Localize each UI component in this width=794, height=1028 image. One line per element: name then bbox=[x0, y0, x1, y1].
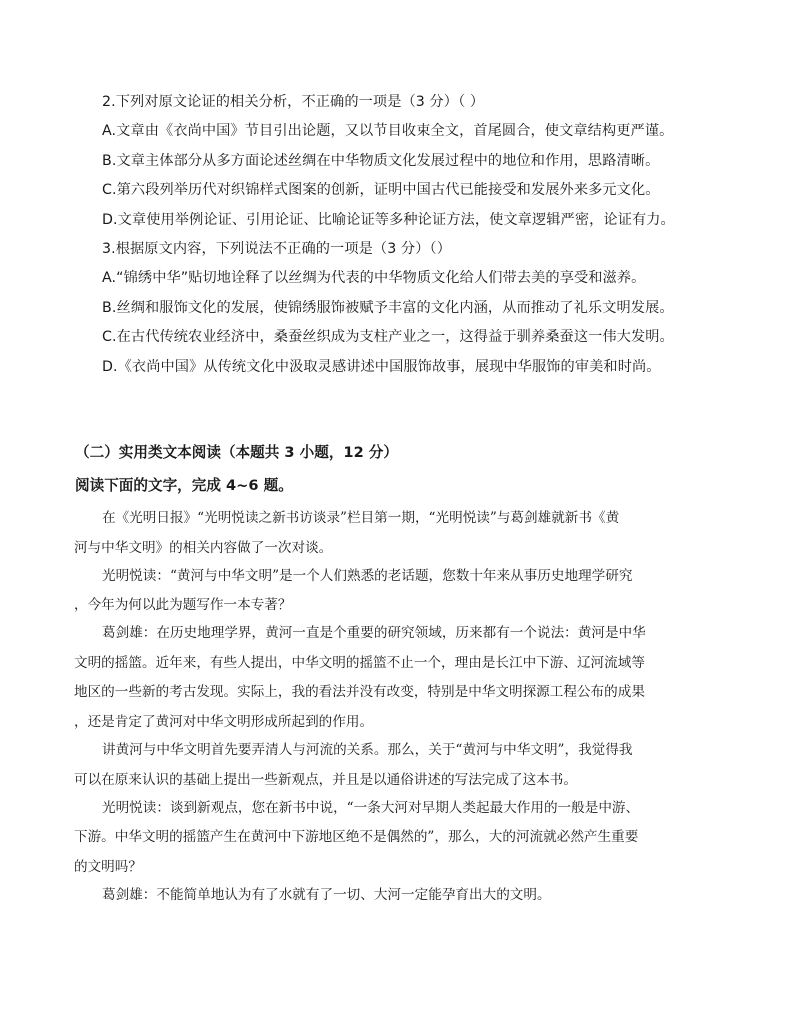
question-3-option-a: A.“锦绣中华”贴切地诠释了以丝绸为代表的中华物质文化给人们带去美的享受和滋养。 bbox=[102, 270, 646, 287]
passage-paragraph bbox=[74, 799, 722, 876]
passage-line: 葛剑雄：不能简单地认为有了水就有了一切、大河一定能孕育出大的文明。 bbox=[102, 886, 551, 903]
passage-line: 下游。中华文明的摇篮产生在黄河中下游地区绝不是偶然的”，那么，大的河流就必然产生重要 bbox=[74, 829, 639, 846]
passage-paragraph bbox=[102, 886, 722, 904]
passage-line: 光明悦读：谈到新观点，您在新书中说，“一条大河对早期人类起最大作用的一般是中游、 bbox=[102, 799, 640, 816]
question-3-option-c: C.在古代传统农业经济中，桑蚕丝织成为支柱产业之一，这得益于驯养桑蚕这一伟大发明。 bbox=[102, 329, 674, 346]
passage-line: 光明悦读：“黄河与中华文明”是一个人们熟悉的老话题，您数十年来从事历史地理学研究 bbox=[102, 567, 633, 584]
question-2-stem: 2.下列对原文论证的相关分析，不正确的一项是（3 分）（ ） bbox=[102, 94, 485, 110]
passage bbox=[74, 509, 722, 914]
question-3-stem: 3.根据原文内容，下列说法不正确的一项是（3 分）（） bbox=[102, 240, 451, 257]
question-3-option-b: B.丝绸和服饰文化的发展，使锦绣服饰被赋予丰富的文化内涵，从而推动了礼乐文明发展。 bbox=[102, 299, 674, 316]
passage-line: 讲黄河与中华文明首先要弄清人与河流的关系。那么，关于“黄河与中华文明”，我觉得我 bbox=[102, 741, 633, 758]
question-block-2-3 bbox=[102, 93, 722, 387]
section-title: （二）实用类文本阅读（本题共 3 小题，12 分） bbox=[75, 444, 398, 461]
passage-line: 文明的摇篮。近年来，有些人提出，中华文明的摇篮不止一个，理由是长江中下游、辽河流域等 bbox=[74, 654, 645, 671]
passage-paragraph bbox=[74, 567, 722, 615]
passage-line: ，今年为何以此为题写作一本专著？ bbox=[74, 597, 292, 614]
passage-line: ，还是肯定了黄河对中华文明形成所起到的作用。 bbox=[74, 713, 374, 730]
question-3-option-d: D.《衣尚中国》从传统文化中汲取灵感讲述中国服饰故事，展现中华服饰的审美和时尚。 bbox=[102, 358, 661, 375]
passage-paragraph bbox=[74, 741, 722, 789]
question-2-option-c: C.第六段列举历代对织锦样式图案的创新，证明中国古代已能接受和发展外来多元文化。 bbox=[102, 182, 660, 199]
question-2-option-d: D.文章使用举例论证、引用论证、比喻论证等多种论证方法，使文章逻辑严密，论证有力。 bbox=[102, 211, 675, 228]
passage-line: 可以在原来认识的基础上提出一些新观点，并且是以通俗讲述的写法完成了这本书。 bbox=[74, 771, 577, 788]
passage-line: 地区的一些新的考古发现。实际上，我的看法并没有改变，特别是中华文明探源工程公布的成果 bbox=[74, 684, 645, 701]
passage-paragraph bbox=[74, 624, 722, 731]
passage-line: 葛剑雄：在历史地理学界，黄河一直是个重要的研究领域，历来都有一个说法：黄河是中华 bbox=[102, 625, 646, 642]
passage-line: 在《光明日报》“光明悦读之新书访谈录”栏目第一期，“光明悦读”与葛剑雄就新书《黄 bbox=[102, 510, 620, 526]
passage-paragraph bbox=[74, 509, 722, 557]
passage-line: 的文明吗？ bbox=[74, 858, 142, 875]
passage-line: 河与中华文明》的相关内容做了一次对谈。 bbox=[74, 539, 333, 556]
question-2-option-b: B.文章主体部分从多方面论述丝绸在中华物质文化发展过程中的地位和作用，思路清晰。 bbox=[102, 152, 660, 169]
question-2-option-a: A.文章由《衣尚中国》节目引出论题，又以节目收束全文，首尾圆合，使文章结构更严谨。 bbox=[102, 123, 674, 140]
reading-instruction: 阅读下面的文字，完成 4~6 题。 bbox=[75, 477, 293, 494]
